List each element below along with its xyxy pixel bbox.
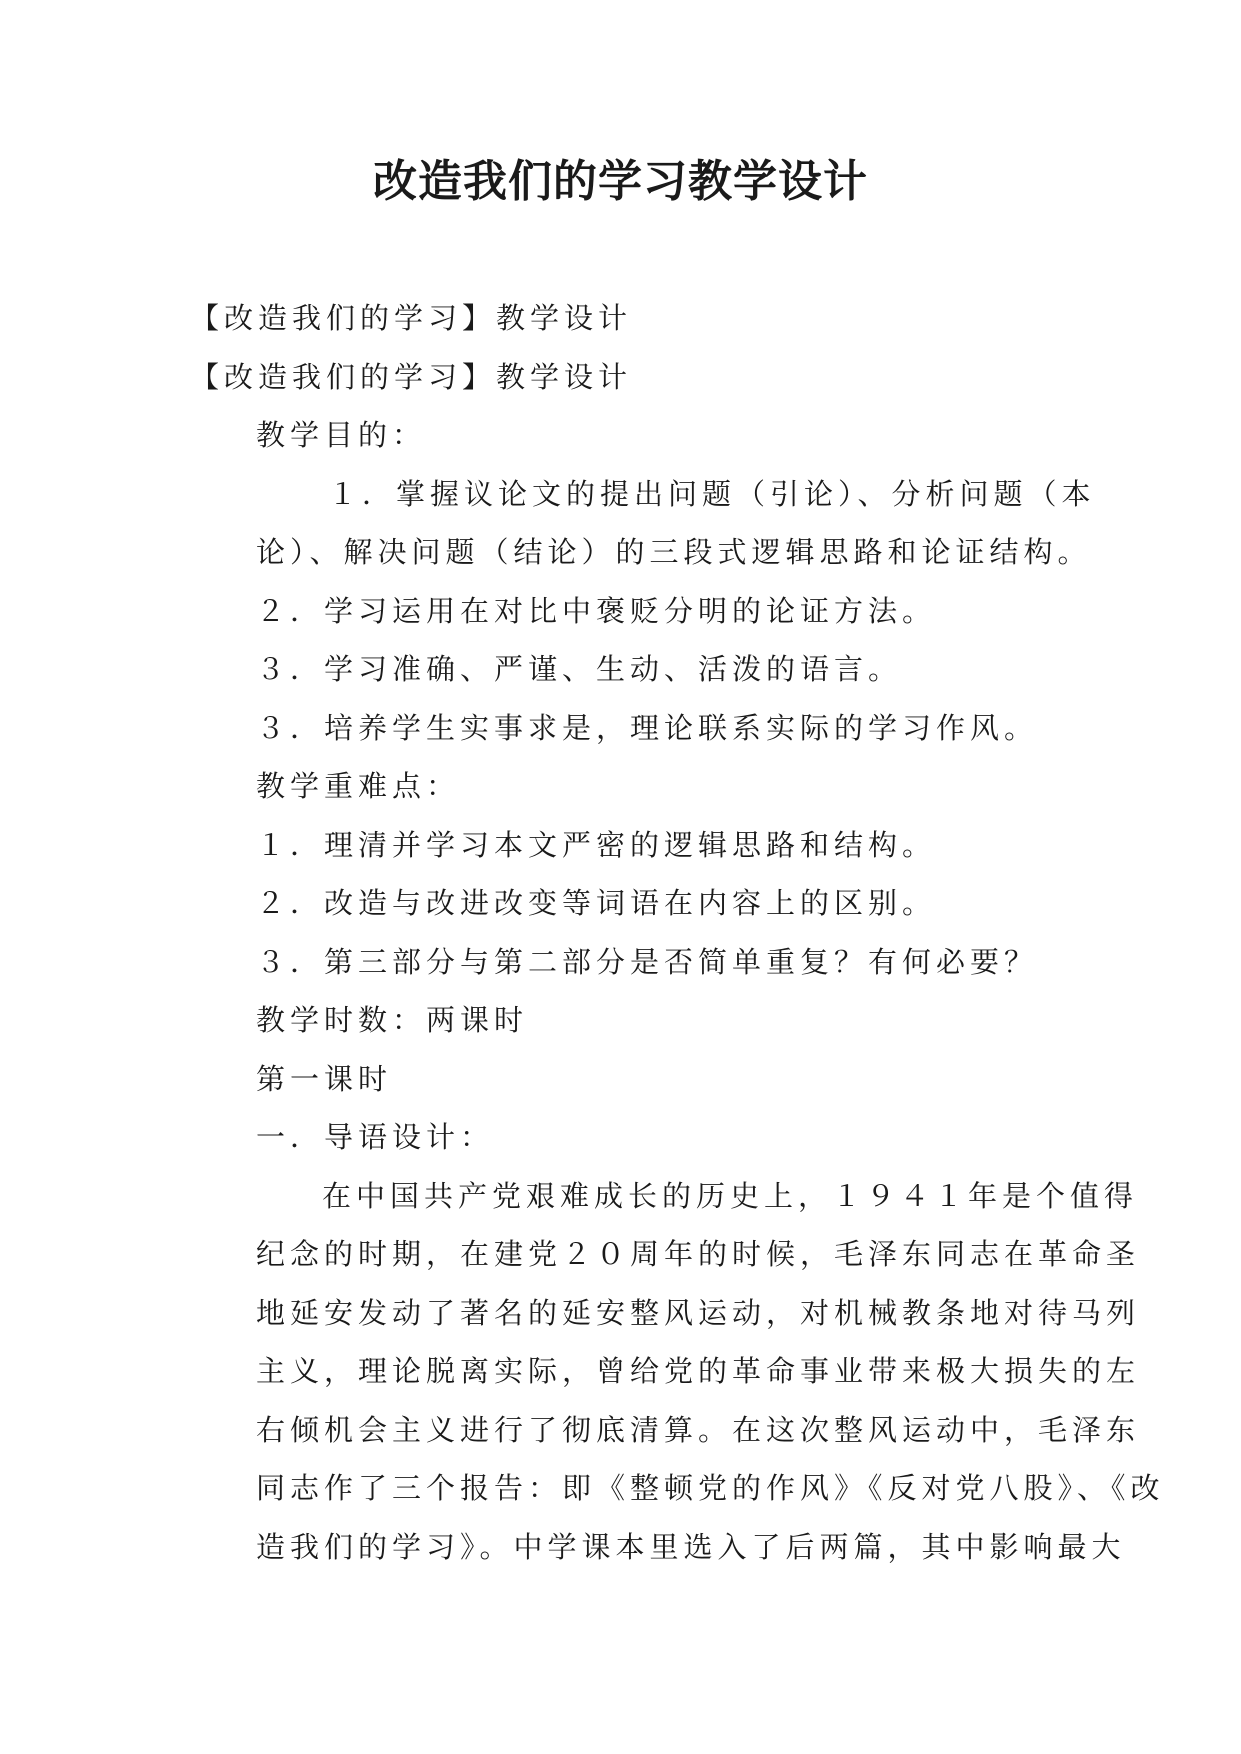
key-point-item-1: １．理清并学习本文严密的逻辑思路和结构。 bbox=[256, 827, 937, 862]
objective-item-1 bbox=[190, 465, 1096, 582]
document-body bbox=[190, 289, 1165, 1576]
objective-item-3: ３．学习准确、严谨、生动、活泼的语言。 bbox=[256, 652, 903, 686]
section-label-first-lesson: 第一课时 bbox=[256, 1061, 393, 1096]
key-point-item-3: ３．第三部分与第二部分是否简单重复？有何必要？ bbox=[256, 944, 1039, 979]
section-label-objectives: 教学目的： bbox=[256, 418, 427, 452]
intro-paragraph-line-3: 地延安发动了著名的延安整风运动，对机械教条地对待马列 bbox=[256, 1295, 1141, 1330]
intro-paragraph-line-2: 纪念的时期，在建党２０周年的时候，毛泽东同志在革命圣 bbox=[256, 1237, 1141, 1271]
document-title: 改造我们的学习教学设计 bbox=[373, 156, 868, 207]
objective-item-1-line-2: 论）、解决问题（结论）的三段式逻辑思路和论证结构。 bbox=[256, 535, 1092, 569]
objective-item-4: ３．培养学生实事求是，理论联系实际的学习作风。 bbox=[256, 710, 1039, 745]
section-label-hours: 教学时数：两课时 bbox=[256, 1003, 529, 1037]
objective-item-1-line-1: １．掌握议论文的提出问题（引论）、分析问题（本 bbox=[328, 476, 1096, 511]
intro-paragraph-line-7: 造我们的学习》。中学课本里选入了后两篇，其中影响最大 bbox=[256, 1529, 1126, 1564]
intro-paragraph-line-1: 在中国共产党艰难成长的历史上，１９４１年是个值得 bbox=[322, 1178, 1139, 1213]
heading-line-1: 【改造我们的学习】教学设计 bbox=[190, 301, 633, 335]
objective-item-2: ２．学习运用在对比中褒贬分明的论证方法。 bbox=[256, 593, 937, 628]
intro-paragraph-line-6: 同志作了三个报告：即《整顿党的作风》《反对党八股》、《改 bbox=[256, 1471, 1165, 1505]
intro-paragraph-line-4: 主义，理论脱离实际，曾给党的革命事业带来极大损失的左 bbox=[256, 1354, 1141, 1388]
intro-paragraph-line-5: 右倾机会主义进行了彻底清算。在这次整风运动中，毛泽东 bbox=[256, 1412, 1141, 1447]
heading-line-2: 【改造我们的学习】教学设计 bbox=[190, 359, 633, 394]
section-label-key-points: 教学重难点： bbox=[256, 769, 461, 803]
intro-paragraph bbox=[190, 1167, 1165, 1577]
section-label-intro: 一．导语设计： bbox=[256, 1120, 495, 1154]
key-point-item-2: ２．改造与改进改变等词语在内容上的区别。 bbox=[256, 886, 937, 920]
